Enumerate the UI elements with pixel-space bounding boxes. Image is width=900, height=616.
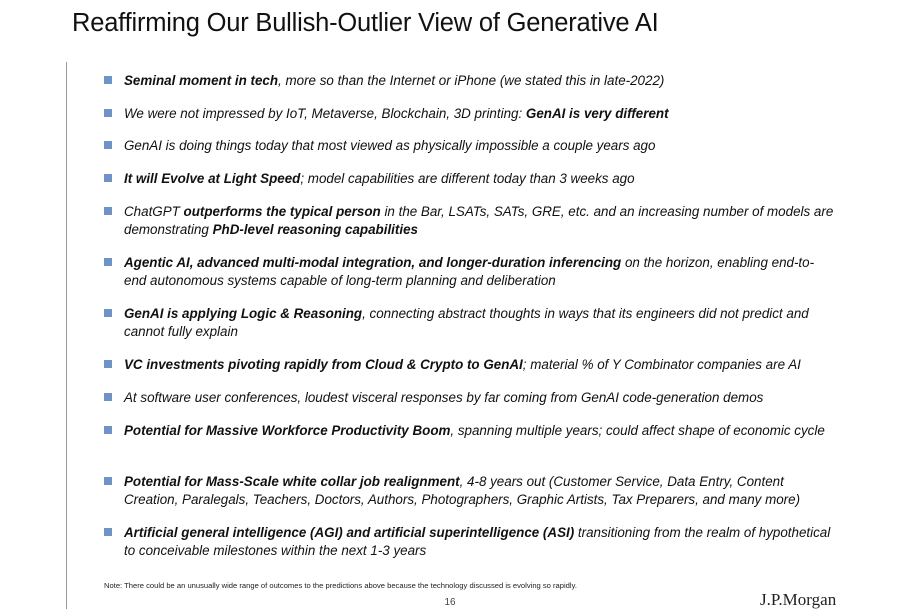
bullet-emphasis: Potential for Mass-Scale white collar job realignment <box>124 474 460 489</box>
bullet-emphasis: Agentic AI, advanced multi-modal integration, and longer-duration inferencing <box>124 255 622 270</box>
bullet-emphasis: GenAI is applying Logic & Reasoning <box>124 306 363 321</box>
square-bullet-icon <box>104 393 112 401</box>
bullet-segment: on the horizon, enabling end-to-end autonomous systems capable of long-term planning and deliberation <box>124 255 815 288</box>
page-title: Reaffirming Our Bullish-Outlier View of Generative AI <box>72 9 659 37</box>
bullet-segment: GenAI is doing things today that most viewed as physically impossible a couple years ago <box>124 138 656 153</box>
bullet-emphasis: Potential for Massive Workforce Productivity Boom <box>124 423 451 438</box>
bullet-text <box>124 356 834 374</box>
square-bullet-icon <box>104 76 112 84</box>
square-bullet-icon <box>104 528 112 536</box>
page-number: 16 <box>444 597 456 608</box>
bullet-segment: transitioning from the realm of hypothetical to conceivable milestones within the next 1-3 years <box>124 525 831 558</box>
bullet-emphasis: VC investments pivoting rapidly from Cloud & Crypto to GenAI <box>124 357 523 372</box>
bullet-text <box>124 203 834 239</box>
bullet-segment: , spanning multiple years; could affect shape of economic cycle <box>450 423 825 438</box>
square-bullet-icon <box>104 174 112 182</box>
brand-logo: J.P.Morgan <box>760 590 837 609</box>
bullet-segment: At software user conferences, loudest visceral responses by far coming from GenAI code-generation demos <box>124 390 764 405</box>
bullet-segment: ; material % of Y Combinator companies are AI <box>522 357 801 372</box>
bullet-segment: ChatGPT <box>124 204 184 219</box>
left-rule <box>66 62 67 609</box>
square-bullet-icon <box>104 426 112 434</box>
bullet-emphasis: GenAI is very different <box>525 106 669 121</box>
square-bullet-icon <box>104 109 112 117</box>
bullet-segment: We were not impressed by IoT, Metaverse, Blockchain, 3D printing: <box>124 106 526 121</box>
bullet-text <box>124 254 834 290</box>
square-bullet-icon <box>104 477 112 485</box>
bullet-text <box>124 473 834 509</box>
square-bullet-icon <box>104 207 112 215</box>
bullet-segment: , connecting abstract thoughts in ways that its engineers did not predict and cannot fully explain <box>124 306 809 339</box>
bullet-segment: in the Bar, LSATs, SATs, GRE, etc. and an increasing number of models are demonstrating <box>124 204 834 237</box>
bullet-text <box>124 422 834 440</box>
bullet-text <box>124 524 834 560</box>
bullet-emphasis: Seminal moment in tech <box>124 73 279 88</box>
bullet-emphasis: outperforms the typical person <box>183 204 381 219</box>
bullet-text <box>124 72 834 90</box>
bullet-emphasis: It will Evolve at Light Speed <box>124 171 301 186</box>
bullet-text <box>124 170 834 188</box>
bullet-segment: , more so than the Internet or iPhone (we stated this in late-2022) <box>278 73 665 88</box>
bullet-emphasis: PhD-level reasoning capabilities <box>212 222 418 237</box>
bullet-text <box>124 389 834 407</box>
bullet-segment: ; model capabilities are different today than 3 weeks ago <box>300 171 635 186</box>
bullet-text <box>124 105 834 123</box>
square-bullet-icon <box>104 258 112 266</box>
square-bullet-icon <box>104 141 112 149</box>
square-bullet-icon <box>104 360 112 368</box>
bullet-emphasis: Artificial general intelligence (AGI) and artificial superintelligence (ASI) <box>124 525 575 540</box>
bullet-text <box>124 137 834 155</box>
square-bullet-icon <box>104 309 112 317</box>
bullet-segment: , 4-8 years out (Customer Service, Data Entry, Content Creation, Paralegals, Teachers, Doctors, Authors, Photographers, Graphic Artists, Tax Preparers, and many more) <box>124 474 801 507</box>
bullet-text <box>124 305 834 341</box>
footnote: Note: There could be an unusually wide range of outcomes to the predictions above because the technology discussed is evolving so rapidly. <box>104 581 577 590</box>
